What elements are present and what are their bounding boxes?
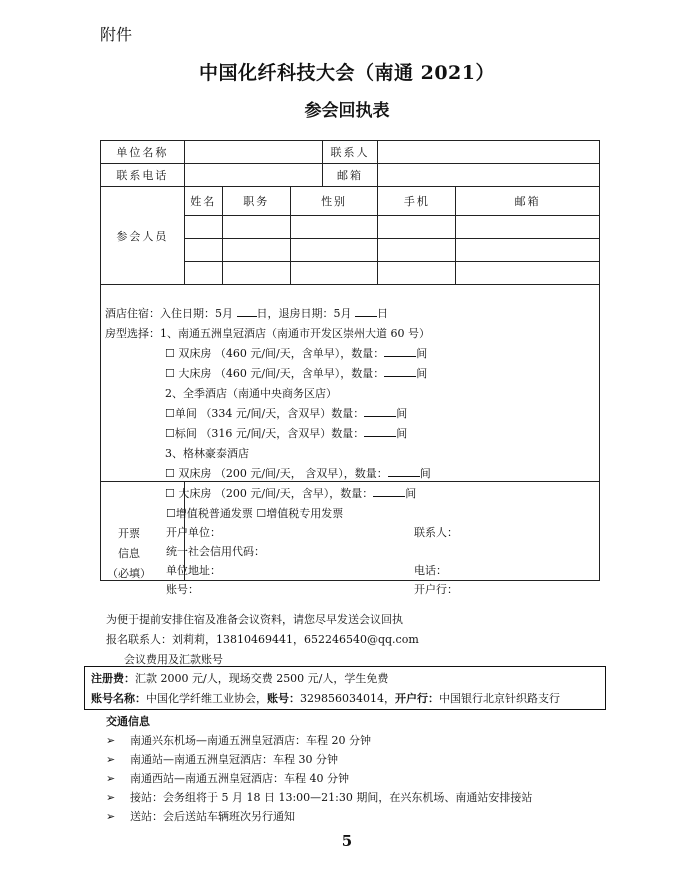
email-label: 邮箱 xyxy=(322,164,378,187)
quantity-blank[interactable] xyxy=(364,404,396,417)
attendee-position-cell[interactable] xyxy=(222,262,290,285)
checkin-day-blank[interactable] xyxy=(237,304,257,317)
traffic-info xyxy=(106,712,532,826)
payment-box xyxy=(84,666,606,710)
hotel3-name: 3、格林豪泰酒店 xyxy=(165,447,249,460)
unit-label: 间 xyxy=(396,427,408,440)
attendee-email-cell[interactable] xyxy=(456,216,600,239)
unit-name-label: 单位名称 xyxy=(101,141,185,164)
attendee-position-cell[interactable] xyxy=(222,239,290,262)
checkout-label: 日，退房日期：5月 xyxy=(256,307,352,320)
quantity-blank[interactable] xyxy=(384,364,416,377)
invoice-bank-label: 开户行： xyxy=(414,583,458,596)
traffic-item-text: 南通兴东机场—南通五洲皇冠酒店：车程 20 分钟 xyxy=(130,734,371,747)
col-mobile-header: 手机 xyxy=(378,187,456,216)
invoice-type-options[interactable]: ☐增值税普通发票 ☐增值税专用发票 xyxy=(166,507,344,520)
page-number: 5 xyxy=(341,832,353,850)
col-email-header: 邮箱 xyxy=(456,187,600,216)
account-name-label: 账号名称： xyxy=(91,692,146,705)
account-no-label: 账号： xyxy=(267,692,300,705)
arrow-bullet-icon: ➢ xyxy=(106,753,116,766)
checkin-label: 酒店住宿：入住日期：5月 xyxy=(105,307,233,320)
invoice-contact-label: 联系人： xyxy=(414,526,458,539)
attendee-gender-cell[interactable] xyxy=(290,239,378,262)
traffic-item xyxy=(106,750,532,769)
hotel3-twin-option[interactable]: ☐ 双床房 （200 元/间/天， 含双早），数量： xyxy=(165,467,388,480)
room-type-line: 房型选择：1、南通五洲皇冠酒店（南通市开发区崇州大道 60 号） xyxy=(105,327,430,340)
bank-label: 开户行： xyxy=(394,692,439,705)
hotel2-name: 2、全季酒店（南通中央商务区店） xyxy=(165,387,337,400)
attachment-label: 附件 xyxy=(100,25,133,44)
traffic-item-text: 南通西站—南通五洲皇冠酒店：车程 40 分钟 xyxy=(130,772,349,785)
registration-contact: 报名联系人：刘莉莉，13810469441，652246540@qq.com xyxy=(106,633,419,646)
checkout-day-blank[interactable] xyxy=(355,304,377,317)
hotel2-standard-option[interactable]: ☐标间 （316 元/间/天，含双早）数量： xyxy=(165,427,365,440)
attendee-mobile-cell[interactable] xyxy=(378,216,456,239)
attendee-name-cell[interactable] xyxy=(184,262,222,285)
notes-line1: 为便于提前安排住宿及准备会议资料，请您尽早发送会议回执 xyxy=(106,613,403,626)
account-unit-label: 开户单位： xyxy=(166,526,221,539)
arrow-bullet-icon: ➢ xyxy=(106,791,116,804)
unit-address-label: 单位地址： xyxy=(166,564,221,577)
attendee-mobile-cell[interactable] xyxy=(378,239,456,262)
hotel-info xyxy=(105,304,431,504)
attendee-gender-cell[interactable] xyxy=(290,262,378,285)
invoice-label xyxy=(106,524,152,584)
quantity-blank[interactable] xyxy=(373,484,405,497)
col-gender-header: 性别 xyxy=(290,187,378,216)
traffic-item xyxy=(106,769,532,788)
traffic-heading: 交通信息 xyxy=(106,715,150,728)
form-subtitle: 参会回执表 xyxy=(304,101,390,121)
hotel1-twin-option[interactable]: ☐ 双床房 （460 元/间/天，含单早），数量： xyxy=(165,347,385,360)
col-name-header: 姓名 xyxy=(184,187,222,216)
traffic-item-text: 南通站—南通五洲皇冠酒店：车程 30 分钟 xyxy=(130,753,338,766)
invoice-label-line2: 信息 xyxy=(118,547,140,560)
unit-label: 间 xyxy=(419,467,431,480)
unit-name-field[interactable] xyxy=(184,141,322,164)
contact-phone-field[interactable] xyxy=(184,164,322,187)
email-field[interactable] xyxy=(378,164,600,187)
arrow-bullet-icon: ➢ xyxy=(106,772,116,785)
invoice-info xyxy=(166,504,596,599)
fee-text: 汇款 2000 元/人，现场交费 2500 元/人，学生免费 xyxy=(135,672,389,685)
account-number-label: 账号： xyxy=(166,583,199,596)
col-position-header: 职务 xyxy=(222,187,290,216)
traffic-item-text: 接站：会务组将于 5 月 18 日 13:00—21:30 期间，在兴东机场、南通站安排接站 xyxy=(130,791,533,804)
traffic-item-text: 送站：会后送站车辆班次另行通知 xyxy=(130,810,295,823)
attendee-email-cell[interactable] xyxy=(456,262,600,285)
fees-heading: 会议费用及汇款账号 xyxy=(124,653,223,666)
traffic-item xyxy=(106,807,532,826)
attendee-email-cell[interactable] xyxy=(456,239,600,262)
hotel1-king-option[interactable]: ☐ 大床房 （460 元/间/天，含单早），数量： xyxy=(165,367,385,380)
contact-person-field[interactable] xyxy=(378,141,600,164)
document-title: 中国化纤科技大会（南通 2021） xyxy=(199,62,495,84)
unit-label: 间 xyxy=(405,487,417,500)
invoice-label-line1: 开票 xyxy=(118,527,140,540)
notes xyxy=(106,610,419,670)
attendee-name-cell[interactable] xyxy=(184,239,222,262)
unit-label: 间 xyxy=(396,407,408,420)
account-name: 中国化学纤维工业协会， xyxy=(146,692,267,705)
arrow-bullet-icon: ➢ xyxy=(106,734,116,747)
account-no: 329856034014， xyxy=(300,692,395,705)
credit-code-label: 统一社会信用代码： xyxy=(166,545,265,558)
attendee-position-cell[interactable] xyxy=(222,216,290,239)
day-suffix: 日 xyxy=(377,307,388,320)
traffic-item xyxy=(106,731,532,750)
unit-label: 间 xyxy=(416,347,428,360)
quantity-blank[interactable] xyxy=(384,344,416,357)
contact-phone-label: 联系电话 xyxy=(101,164,185,187)
hotel3-king-option[interactable]: ☐ 大床房 （200 元/间/天，含早），数量： xyxy=(165,487,374,500)
bank-name: 中国银行北京针织路支行 xyxy=(438,692,560,705)
attendees-label: 参会人员 xyxy=(101,187,185,285)
hotel2-single-option[interactable]: ☐单间 （334 元/间/天，含双早）数量： xyxy=(165,407,365,420)
unit-label: 间 xyxy=(416,367,428,380)
traffic-item xyxy=(106,788,532,807)
invoice-required-note: （必填） xyxy=(107,567,151,580)
quantity-blank[interactable] xyxy=(364,424,396,437)
fee-label: 注册费： xyxy=(91,672,135,685)
arrow-bullet-icon: ➢ xyxy=(106,810,116,823)
invoice-phone-label: 电话： xyxy=(414,564,447,577)
attendee-gender-cell[interactable] xyxy=(290,216,378,239)
contact-person-label: 联系人 xyxy=(322,141,378,164)
quantity-blank[interactable] xyxy=(388,464,420,477)
attendee-mobile-cell[interactable] xyxy=(378,262,456,285)
attendee-name-cell[interactable] xyxy=(184,216,222,239)
